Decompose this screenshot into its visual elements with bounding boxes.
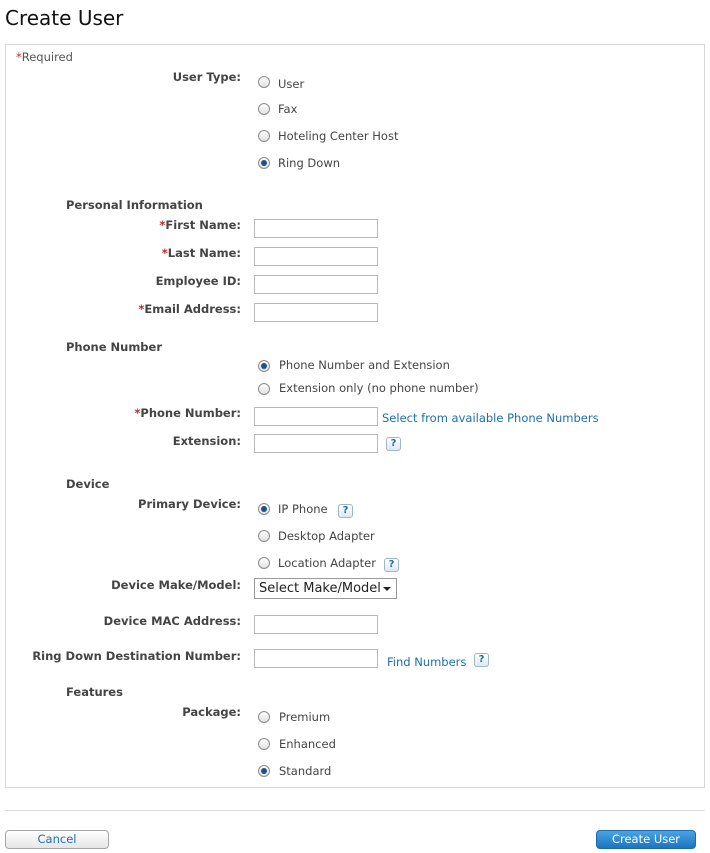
required-marker: *	[134, 406, 141, 420]
package-option-enhanced: Enhanced	[279, 737, 336, 751]
personal-info-heading: Personal Information	[66, 198, 203, 212]
email-label-text: Email Address:	[144, 302, 241, 316]
package-label: Package:	[182, 705, 241, 719]
required-note	[16, 50, 73, 64]
user-type-radio-fax[interactable]	[258, 103, 270, 115]
first-name-input[interactable]	[254, 219, 378, 238]
employee-id-input[interactable]	[254, 275, 378, 294]
user-type-option-user: User	[278, 77, 305, 91]
device-make-model-select[interactable]	[254, 578, 397, 599]
device-option-desktop-adapter: Desktop Adapter	[278, 529, 375, 543]
phone-radio-extension-only[interactable]	[258, 383, 270, 395]
device-option-location-adapter: Location Adapter	[278, 556, 376, 570]
device-radio-desktop-adapter[interactable]	[258, 530, 270, 542]
last-name-label	[11, 246, 241, 260]
user-type-option-ring-down: Ring Down	[278, 156, 341, 170]
extension-help-icon[interactable]: ?	[386, 437, 401, 451]
ip-phone-help-icon[interactable]: ?	[338, 504, 353, 518]
device-make-model-value: Select Make/Model	[259, 581, 381, 596]
package-option-premium: Premium	[279, 710, 331, 724]
features-heading: Features	[66, 685, 123, 699]
phone-number-label	[11, 406, 241, 420]
divider	[5, 810, 705, 811]
email-label	[11, 302, 241, 316]
page-title: Create User	[5, 6, 124, 30]
device-mac-label: Device MAC Address:	[103, 614, 241, 628]
phone-option-extension-only: Extension only (no phone number)	[279, 381, 479, 395]
extension-input[interactable]	[254, 434, 378, 453]
device-mac-input[interactable]	[254, 615, 378, 634]
user-type-radio-hoteling[interactable]	[258, 130, 270, 142]
user-type-option-hoteling: Hoteling Center Host	[278, 129, 399, 143]
device-heading: Device	[66, 477, 110, 491]
required-marker: *	[161, 246, 168, 260]
user-type-option-fax: Fax	[278, 102, 298, 116]
required-marker: *	[16, 50, 22, 64]
first-name-label	[11, 218, 241, 232]
required-note-text: Required	[21, 50, 73, 64]
device-radio-location-adapter[interactable]	[258, 557, 270, 569]
user-type-radio-user[interactable]	[258, 76, 270, 88]
cancel-button[interactable]: Cancel	[5, 830, 109, 849]
create-user-button[interactable]: Create User	[596, 830, 696, 849]
phone-number-input[interactable]	[254, 407, 378, 426]
last-name-label-text: Last Name:	[167, 246, 241, 260]
package-option-standard: Standard	[279, 764, 332, 778]
employee-id-label: Employee ID:	[155, 274, 241, 288]
email-input[interactable]	[254, 303, 378, 322]
package-radio-enhanced[interactable]	[258, 738, 270, 750]
select-phone-numbers-link[interactable]: Select from available Phone Numbers	[382, 411, 599, 425]
required-marker: *	[138, 302, 145, 316]
find-numbers-help-icon[interactable]: ?	[474, 653, 489, 667]
required-marker: *	[159, 218, 166, 232]
last-name-input[interactable]	[254, 247, 378, 266]
user-type-radio-ring-down[interactable]	[258, 157, 270, 169]
ring-down-destination-label: Ring Down Destination Number:	[32, 649, 241, 663]
user-type-label: User Type:	[172, 70, 241, 84]
package-radio-premium[interactable]	[258, 711, 270, 723]
phone-option-number-and-extension: Phone Number and Extension	[279, 358, 450, 372]
phone-number-heading: Phone Number	[66, 340, 163, 354]
phone-radio-number-and-extension[interactable]	[258, 360, 270, 372]
first-name-label-text: First Name:	[165, 218, 241, 232]
package-radio-standard[interactable]	[258, 765, 270, 777]
device-option-ip-phone: IP Phone	[278, 502, 328, 516]
ring-down-destination-input[interactable]	[254, 649, 378, 668]
extension-label: Extension:	[172, 434, 241, 448]
chevron-down-icon	[383, 587, 391, 591]
find-numbers-link[interactable]: Find Numbers	[387, 655, 467, 669]
location-adapter-help-icon[interactable]: ?	[384, 558, 399, 572]
device-radio-ip-phone[interactable]	[258, 503, 270, 515]
phone-number-label-text: Phone Number:	[140, 406, 241, 420]
device-make-model-label: Device Make/Model:	[111, 578, 241, 592]
primary-device-label: Primary Device:	[138, 497, 241, 511]
